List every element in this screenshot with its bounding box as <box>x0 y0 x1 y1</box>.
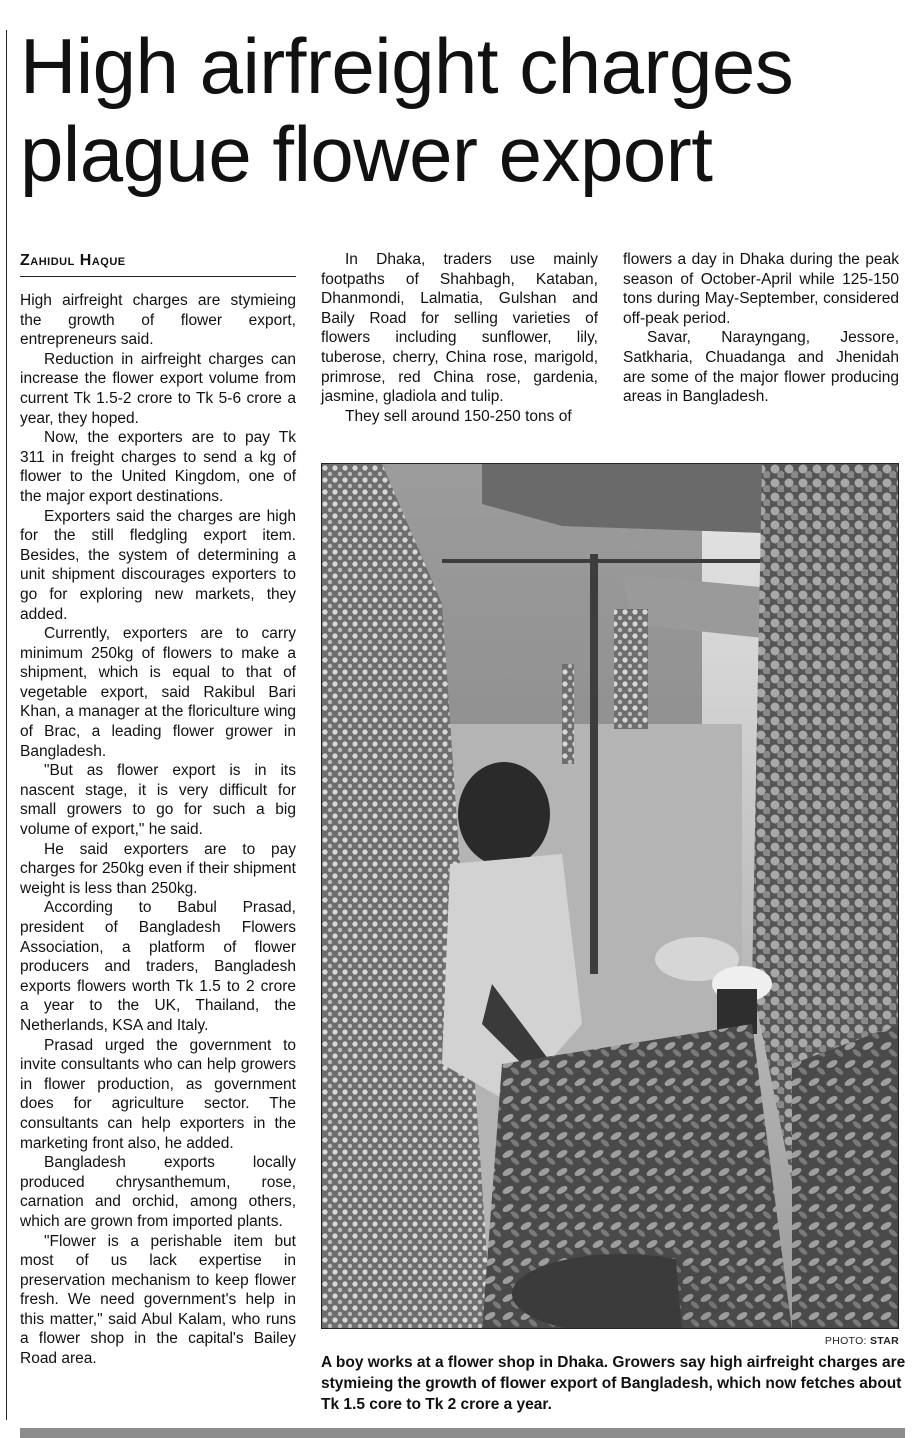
byline: Zahidul Haque <box>20 252 296 277</box>
headline: High airfreight charges plague flower export <box>20 22 794 198</box>
paragraph: Exporters said the charges are high for the still fledgling export item. Besides, the system of determining a unit shipment discourages exporters to go for exploring new markets, they added. <box>20 507 296 623</box>
paragraph: According to Babul Prasad, president of Bangladesh Flowers Association, a platform of flower producers and traders, Bangladesh exports flowers worth Tk 1.5 to 2 crore a year to the UK, Thailand, the Netherlands, KSA and Italy. <box>20 899 296 1034</box>
article-column-1 <box>20 291 296 1369</box>
paragraph: Prasad urged the government to invite consultants who can help growers in flower production, as government does for agriculture sector. The consultants can help exporters in the marketing front also, he added. <box>20 1036 296 1152</box>
paragraph: "But as flower export is in its nascent stage, it is very difficult for small growers to go for such a big volume of export," he said. <box>20 762 296 839</box>
photo-credit-source: STAR <box>869 1335 899 1347</box>
paragraph: Bangladesh exports locally produced chrysanthemum, rose, carnation and orchid, among others, which are grown from imported plants. <box>20 1154 296 1230</box>
left-column-rule <box>6 30 7 1420</box>
bottom-rule <box>20 1428 905 1438</box>
paragraph: flowers a day in Dhaka during the peak season of October-April while 125-150 tons during May-September, considered off-peak period. <box>623 251 899 327</box>
paragraph: They sell around 150-250 tons of <box>345 407 572 425</box>
article-column-3 <box>623 250 899 407</box>
photo-caption: A boy works at a flower shop in Dhaka. Growers say high airfreight charges are stymieing the growth of flower export of Bangladesh, which now fetches about Tk 1.5 core to Tk 2 crore a year. <box>321 1354 906 1413</box>
paragraph: "Flower is a perishable item but most of us lack expertise in preservation mechanism to keep flower fresh. We need government's help in this matter," said Abul Kalam, who runs a flower shop in the capital's Bailey Road area. <box>20 1232 296 1368</box>
paragraph: He said exporters are to pay charges for 250kg even if their shipment weight is less than 250kg. <box>20 840 296 897</box>
photo-credit-prefix: PHOTO: <box>824 1335 867 1347</box>
flower-shop-photo <box>321 463 899 1329</box>
paragraph: Now, the exporters are to pay Tk 311 in freight charges to send a kg of flower to the United Kingdom, one of the major export destinations. <box>20 429 296 505</box>
article-column-2 <box>321 250 598 426</box>
photo-credit <box>600 1335 899 1347</box>
paragraph: High airfreight charges are stymieing the growth of flower export, entrepreneurs said. <box>20 292 296 349</box>
paragraph: In Dhaka, traders use mainly footpaths of Shahbagh, Kataban, Dhanmondi, Lalmatia, Gulshan and Baily Road for selling varieties of flowers including sunflower, lily, tuberose, cherry, China rose, marigold, primrose, red China rose, gardenia, jasmine, gladiola and tulip. <box>321 251 598 406</box>
paragraph: Currently, exporters are to carry minimum 250kg of flowers to make a shipment, which is equal to that of vegetable export, said Rakibul Bari Khan, a manager at the floriculture wing of Brac, a leading flower grower in Bangladesh. <box>20 625 296 760</box>
paragraph: Reduction in airfreight charges can increase the flower export volume from current Tk 1.5-2 crore to Tk 5-6 crore a year, they hoped. <box>20 350 296 427</box>
paragraph: Savar, Narayngang, Jessore, Satkharia, Chuadanga and Jhenidah are some of the major flower producing areas in Bangladesh. <box>623 329 899 406</box>
